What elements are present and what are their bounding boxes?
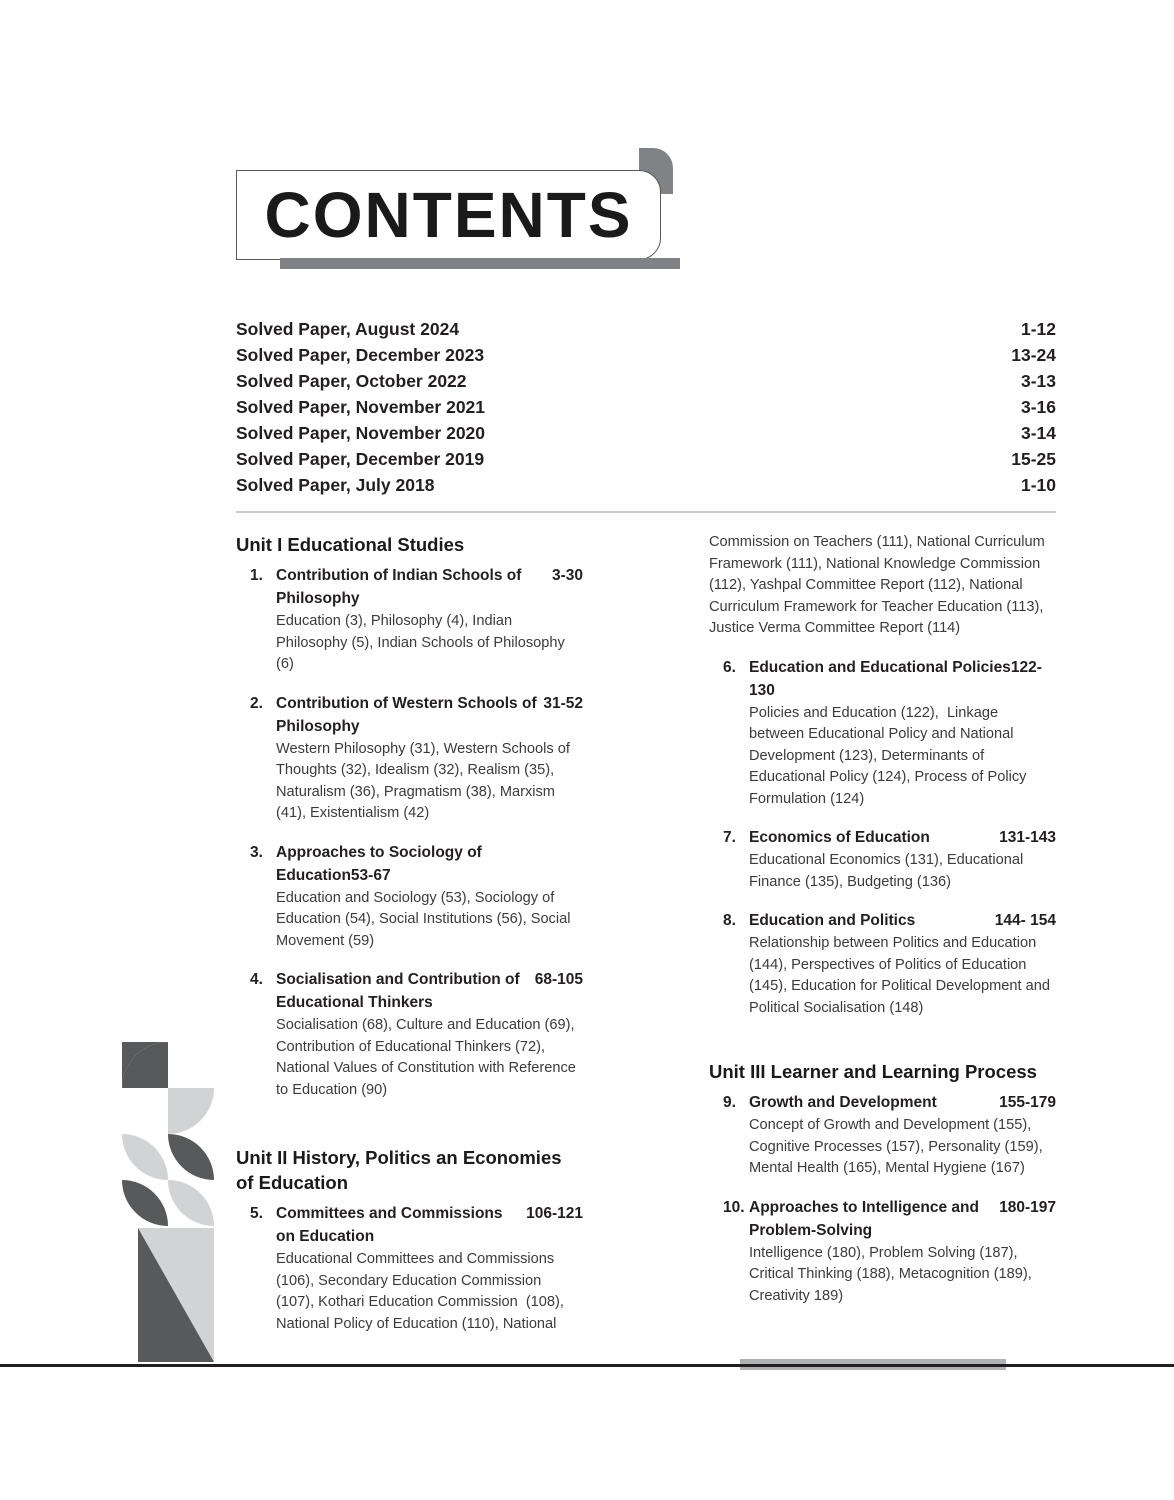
entry-title: Education and Politics (749, 912, 916, 929)
entry-body (749, 826, 1056, 893)
entry-title-row (749, 826, 1056, 849)
list-item (236, 446, 1056, 472)
entry-number: 2. (250, 694, 263, 712)
entry-title: Education and Educational Policies122-130 (749, 658, 1042, 699)
entry-description: Educational Economics (131), Educational Finance (135), Budgeting (136) (749, 852, 1028, 890)
entry-number: 5. (250, 1205, 263, 1222)
toc-entry (236, 841, 583, 953)
list-item (236, 420, 1056, 446)
entry-number: 1. (250, 567, 263, 584)
entry-description: Policies and Education (122), Linkage between Educational Policy and National Development (123), Determinants of Educational Policy (124), Process of Policy Formulation (124) (749, 704, 1031, 807)
toc-entry (236, 1202, 583, 1335)
list-item (236, 394, 1056, 420)
entry-description: Socialisation (68), Culture and Education (69), Contribution of Educational Thinkers (72), National Values of Constitution with Reference to Education (90) (276, 1017, 580, 1098)
paper-pages: 13-24 (1011, 345, 1056, 365)
entry-title-row (276, 692, 583, 738)
entry-description: Concept of Growth and Development (155), Cognitive Processes (157), Personality (159), Mental Health (165), Mental Hygiene (167) (749, 1117, 1047, 1176)
entry-body (749, 656, 1056, 811)
unit-heading-2: Unit II History, Politics an Economies of Education (236, 1147, 562, 1193)
entry-number: 6. (723, 658, 736, 676)
entry-title: Contribution of Western Schools of Philosophy (276, 694, 537, 735)
paper-pages: 15-25 (1011, 449, 1056, 469)
paper-pages: 1-12 (1020, 319, 1056, 339)
left-column (236, 532, 583, 1351)
title-shadow-bar (280, 258, 680, 269)
entry-title: Committees and Commissions on Education (276, 1205, 503, 1245)
list-item (236, 472, 1056, 498)
entry-description: Western Philosophy (31), Western Schools of Thoughts (32), Idealism (32), Realism (35), Naturalism (36), Pragmatism (38), Marxism (41), Existentialism (42) (276, 740, 574, 821)
entry-pages: 144- 154 (994, 912, 1056, 929)
entry-description: Relationship between Politics and Education (144), Perspectives of Politics of Education (145), Education for Political Development and Political Socialisation (148) (749, 935, 1055, 1016)
footer-rule (0, 1364, 1174, 1367)
entry-pages: 106-121 (526, 1205, 583, 1222)
entry-title: Approaches to Intelligence and Problem-Solving (749, 1198, 979, 1239)
solved-papers-list (236, 316, 1056, 498)
toc-entry (236, 692, 583, 825)
section-divider (236, 511, 1056, 513)
entry-number: 4. (250, 971, 263, 988)
entry-body (276, 968, 583, 1101)
paper-title: Solved Paper, October 2022 (236, 371, 467, 391)
entry-number: 3. (250, 843, 263, 861)
entry-pages: 31-52 (543, 694, 583, 712)
toc-entry (709, 1196, 1056, 1308)
entry-title: Contribution of Indian Schools of Philosophy (276, 567, 522, 607)
paper-pages: 3-16 (1020, 397, 1056, 417)
entry-number: 7. (723, 829, 736, 846)
entry-number: 8. (723, 912, 736, 929)
paper-title: Solved Paper, July 2018 (236, 475, 435, 495)
paper-title: Solved Paper, August 2024 (236, 319, 460, 339)
entry-title-row (276, 968, 583, 1014)
entry-body (749, 1196, 1056, 1308)
entry-number: 10. (723, 1198, 745, 1216)
list-item (236, 316, 1056, 342)
entry-title: Growth and Development (749, 1094, 937, 1111)
toc-entry (709, 909, 1056, 1019)
entry-title-row (749, 1091, 1056, 1114)
entry-body (749, 1091, 1056, 1180)
entry-body (276, 1202, 583, 1335)
entry-pages: 68-105 (534, 971, 583, 988)
entry-pages: 180-197 (999, 1198, 1056, 1216)
toc-entry (236, 564, 583, 676)
right-column (709, 532, 1056, 1323)
toc-entry (709, 656, 1056, 811)
contents-body (236, 532, 1056, 1332)
entry-pages: 131-143 (999, 829, 1056, 846)
entry-description: Intelligence (180), Problem Solving (187), Critical Thinking (188), Metacognition (189), Creativity 189) (749, 1244, 1036, 1304)
entry-pages: 155-179 (999, 1094, 1056, 1111)
list-item (236, 368, 1056, 394)
entry-pages: 3-30 (551, 567, 583, 584)
entry-title-row (276, 841, 583, 887)
entry-body (276, 692, 583, 825)
entry-title-row (276, 1202, 583, 1248)
entry-description: Education (3), Philosophy (4), Indian Philosophy (5), Indian Schools of Philosophy (6) (276, 613, 569, 672)
entry-description: Educational Committees and Commissions (106), Secondary Education Commission (107), Kothari Education Commission (108), National Policy of Education (110), National (276, 1251, 569, 1332)
decorative-logo-icon (118, 1038, 228, 1366)
entry-description: Education and Sociology (53), Sociology of Education (54), Social Institutions (56), Social Movement (59) (276, 889, 575, 949)
entry-title: Economics of Education (749, 829, 930, 846)
contents-header (236, 170, 661, 260)
entry-body (276, 564, 583, 676)
paper-title: Solved Paper, November 2021 (236, 397, 486, 417)
entry-title-row (276, 564, 583, 610)
entry-body (749, 909, 1056, 1019)
toc-entry (709, 826, 1056, 893)
entry-title-row (749, 909, 1056, 932)
paper-pages: 3-13 (1020, 371, 1056, 391)
entry-title: Approaches to Sociology of Education53-67 (276, 843, 482, 884)
paper-pages: 3-14 (1020, 423, 1056, 443)
paper-title: Solved Paper, November 2020 (236, 423, 486, 443)
continued-description: Commission on Teachers (111), National Curriculum Framework (111), National Knowledge Commission (112), Yashpal Committee Report (112), National Curriculum Framework for Teacher Education (113), Justice Verma Committee Report (114) (709, 534, 1049, 636)
paper-pages: 1-10 (1020, 475, 1056, 495)
toc-entry (709, 1091, 1056, 1180)
unit-heading-1: Unit I Educational Studies (236, 534, 465, 555)
entry-title-row (749, 1196, 1056, 1242)
entry-title-row (749, 656, 1056, 702)
entry-title: Socialisation and Contribution of Educational Thinkers (276, 971, 520, 1011)
unit-heading-3: Unit III Learner and Learning Process (709, 1061, 1037, 1082)
list-item (236, 342, 1056, 368)
paper-title: Solved Paper, December 2019 (236, 449, 485, 469)
page-title: CONTENTS (264, 179, 633, 251)
toc-entry (236, 968, 583, 1101)
entry-body (276, 841, 583, 953)
entry-number: 9. (723, 1094, 736, 1111)
paper-title: Solved Paper, December 2023 (236, 345, 485, 365)
